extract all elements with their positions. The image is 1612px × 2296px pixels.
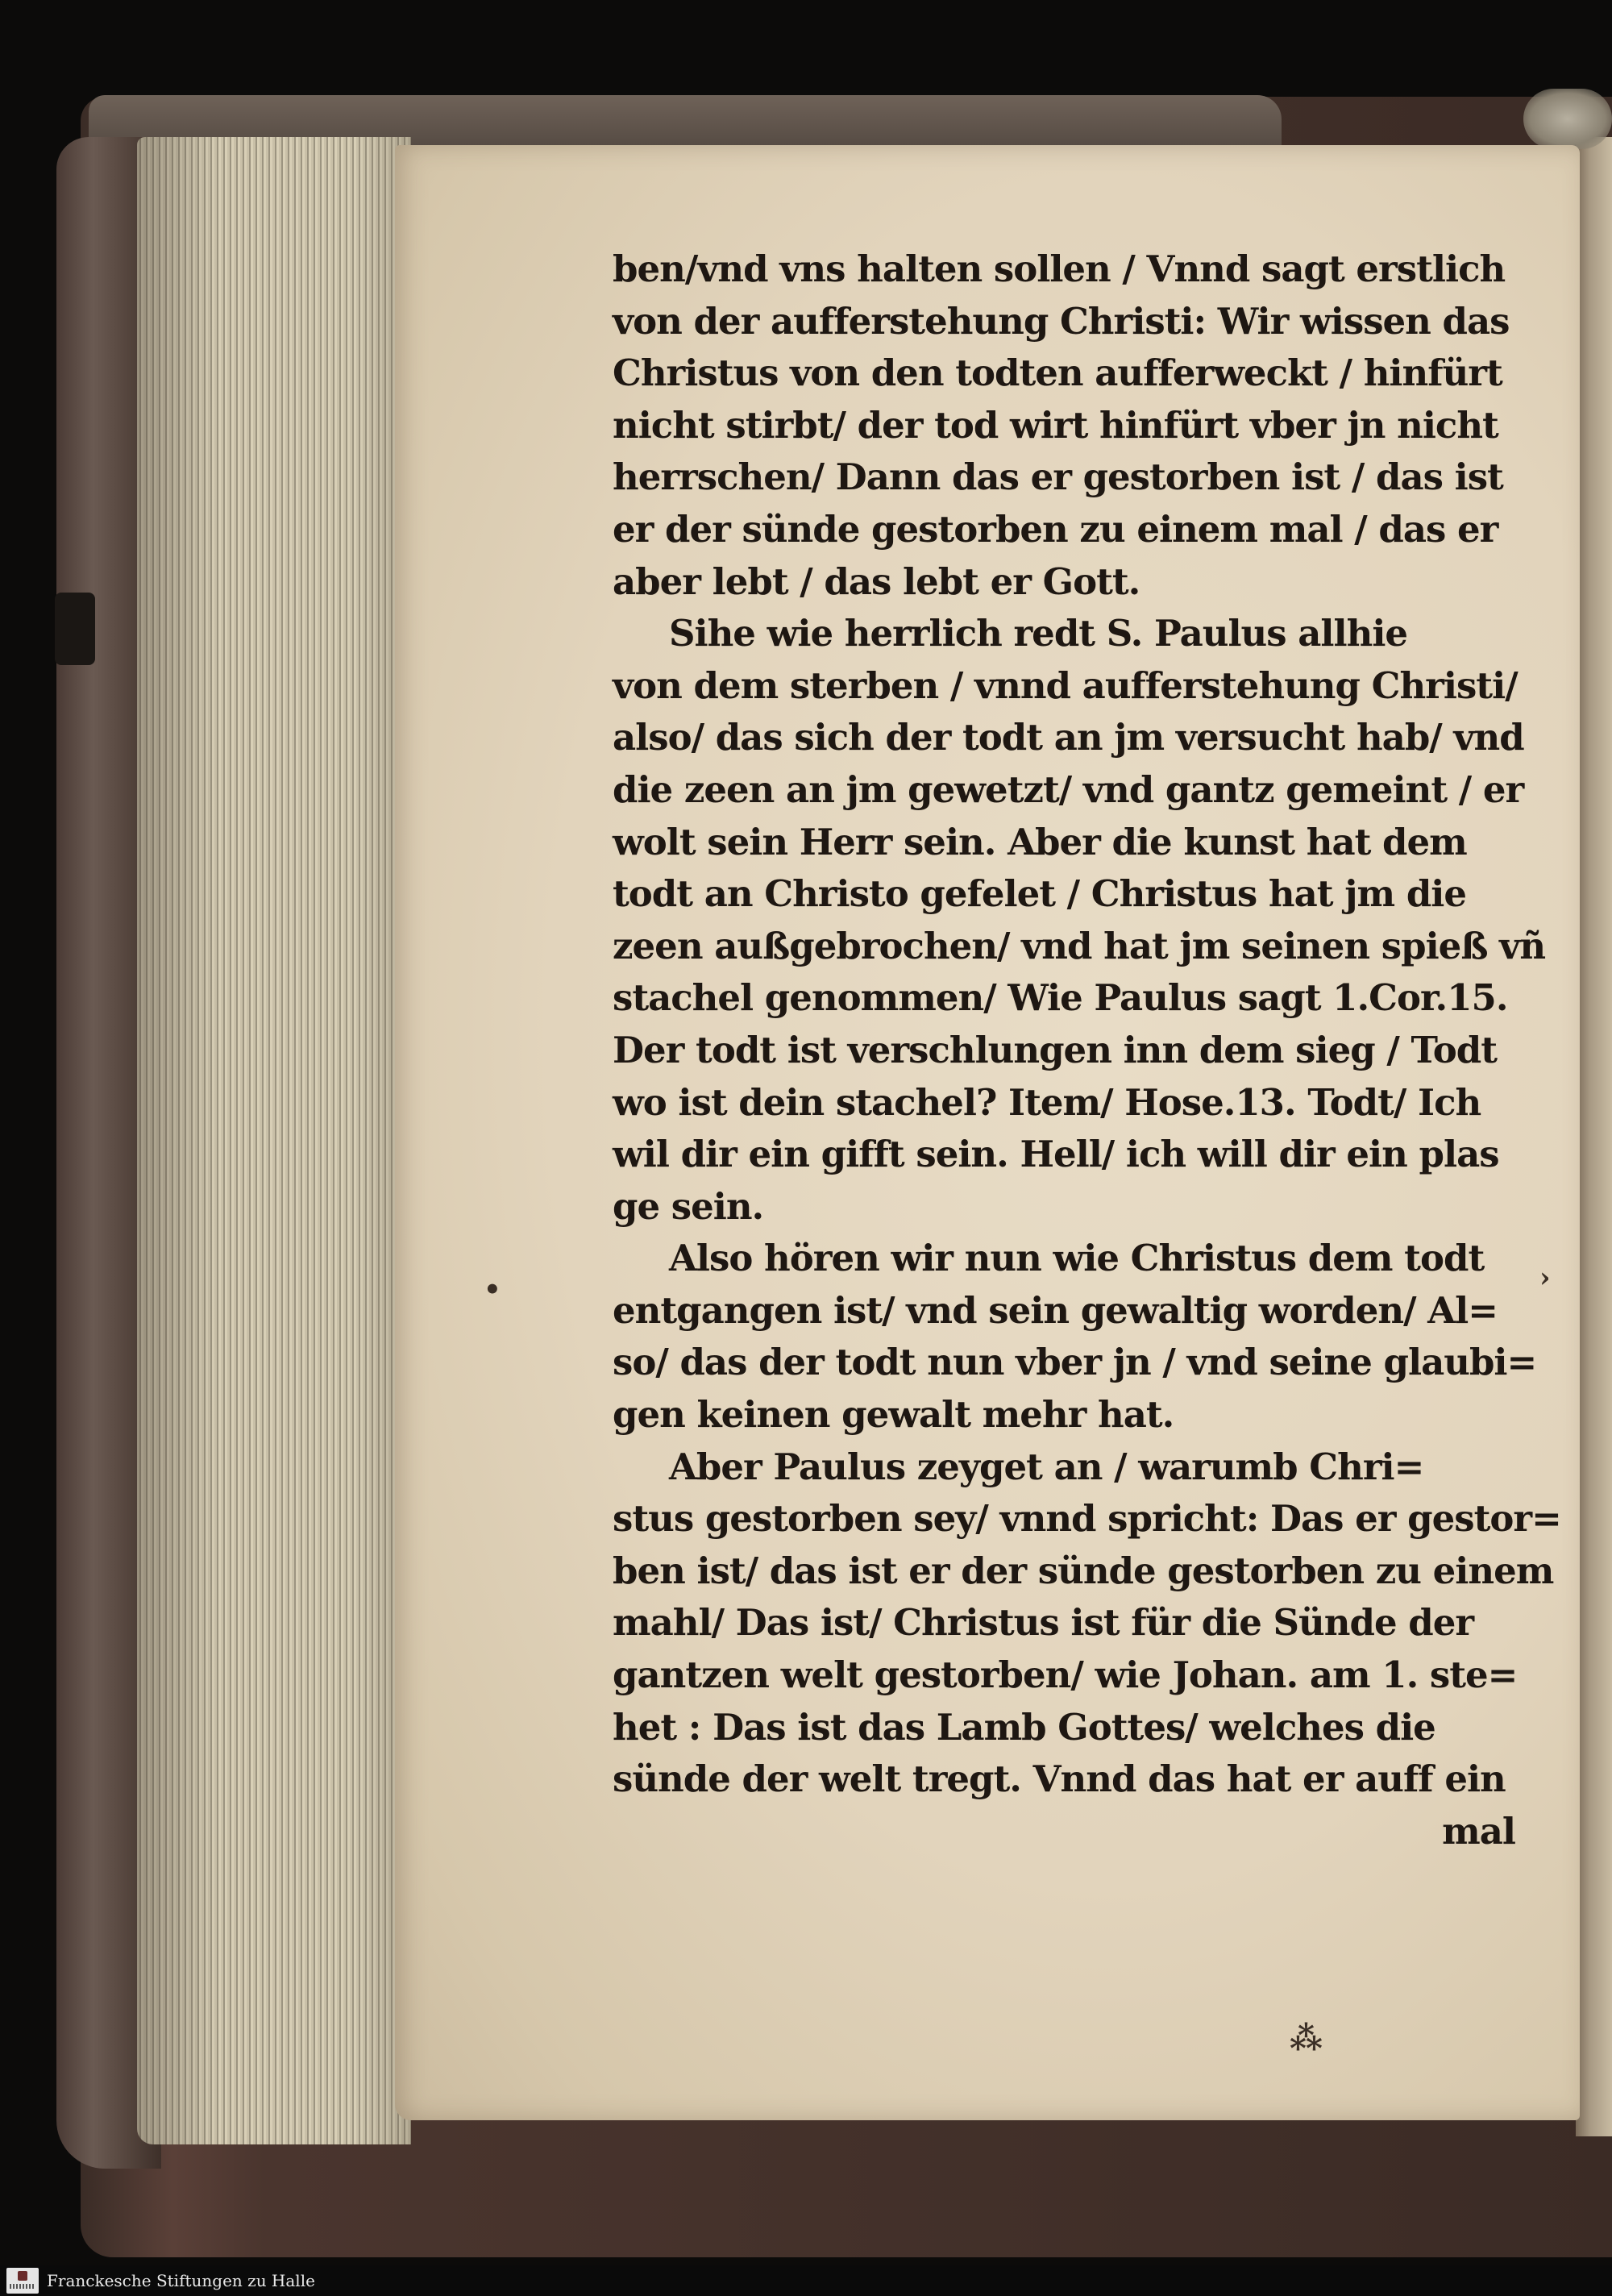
text-line: aber lebt / das lebt er Gott. — [613, 559, 1140, 603]
text-line: ge sein. — [613, 1184, 764, 1228]
text-line: wolt sein Herr sein. Aber die kunst hat dem — [613, 820, 1467, 863]
margin-mark-icon: › — [1539, 1262, 1551, 1294]
text-line: wil dir ein gifft sein. Hell/ ich will dir ein plas — [613, 1133, 1499, 1176]
institution-logo-icon — [6, 2268, 39, 2294]
binding-thread-icon — [1523, 89, 1612, 149]
text-line: sünde der welt tregt. Vnnd das hat er auff ein — [613, 1757, 1506, 1801]
page-text-block — [613, 243, 1561, 1857]
text-line: todt an Christo gefelet / Christus hat jm die — [613, 872, 1467, 916]
facing-page-edge — [1576, 137, 1612, 2136]
text-line: gen keinen gewalt mehr hat. — [613, 1393, 1174, 1437]
text-line: stachel genommen/ Wie Paulus sagt 1.Cor.15. — [613, 976, 1508, 1020]
text-line: Der todt ist verschlungen inn dem sieg / Todt — [613, 1028, 1498, 1071]
stain-mark-icon: ⁂ — [1290, 2019, 1323, 2057]
text-line: mahl/ Das ist/ Christus ist für die Sünde der — [613, 1601, 1474, 1645]
text-line: Christus von den todten aufferweckt / hinfürt — [613, 351, 1502, 395]
text-line: nicht stirbt/ der tod wirt hinfürt vber jn nicht — [613, 403, 1498, 447]
text-line: ben ist/ das ist er der sünde gestorben zu einem — [613, 1549, 1554, 1592]
logo-text-icon — [10, 2284, 35, 2289]
clasp-icon — [55, 593, 95, 665]
text-line: stus gestorben sey/ vnnd spricht: Das er gestor= — [613, 1497, 1561, 1541]
text-line: so/ das der todt nun vber jn / vnd seine glaubi= — [613, 1341, 1537, 1384]
catchword: mal — [1442, 1809, 1515, 1853]
text-line: gantzen welt gestorben/ wie Johan. am 1. ste= — [613, 1653, 1518, 1697]
text-line: Sihe wie herrlich redt S. Paulus allhie — [669, 612, 1408, 655]
text-line: die zeen an jm gewetzt/ vnd gantz gemeint / er — [613, 767, 1524, 811]
text-line: Also hören wir nun wie Christus dem todt — [669, 1237, 1485, 1280]
page-block-shade — [137, 137, 411, 2144]
text-line: also/ das sich der todt an jm versucht hab/ vnd — [613, 716, 1524, 759]
text-line: herrschen/ Dann das er gestorben ist / das ist — [613, 455, 1503, 499]
text-line: entgangen ist/ vnd sein gewaltig worden/ Al= — [613, 1288, 1498, 1332]
institution-name: Franckesche Stiftungen zu Halle — [47, 2271, 315, 2290]
margin-mark-icon: • — [484, 1274, 501, 1306]
text-line: Aber Paulus zeyget an / warumb Chri= — [669, 1445, 1424, 1488]
text-line: zeen außgebrochen/ vnd hat jm seinen spieß vñ — [613, 924, 1546, 967]
text-line: von dem sterben / vnnd aufferstehung Christi/ — [613, 663, 1518, 707]
logo-emblem-icon — [18, 2271, 27, 2281]
text-line: wo ist dein stachel? Item/ Hose.13. Todt/ Ich — [613, 1080, 1481, 1124]
text-line: het : Das ist das Lamb Gottes/ welches die — [613, 1705, 1435, 1749]
text-line: ben/vnd vns halten sollen / Vnnd sagt erstlich — [613, 247, 1506, 290]
text-line: er der sünde gestorben zu einem mal / das er — [613, 507, 1498, 551]
text-line: von der aufferstehung Christi: Wir wissen das — [613, 299, 1510, 343]
